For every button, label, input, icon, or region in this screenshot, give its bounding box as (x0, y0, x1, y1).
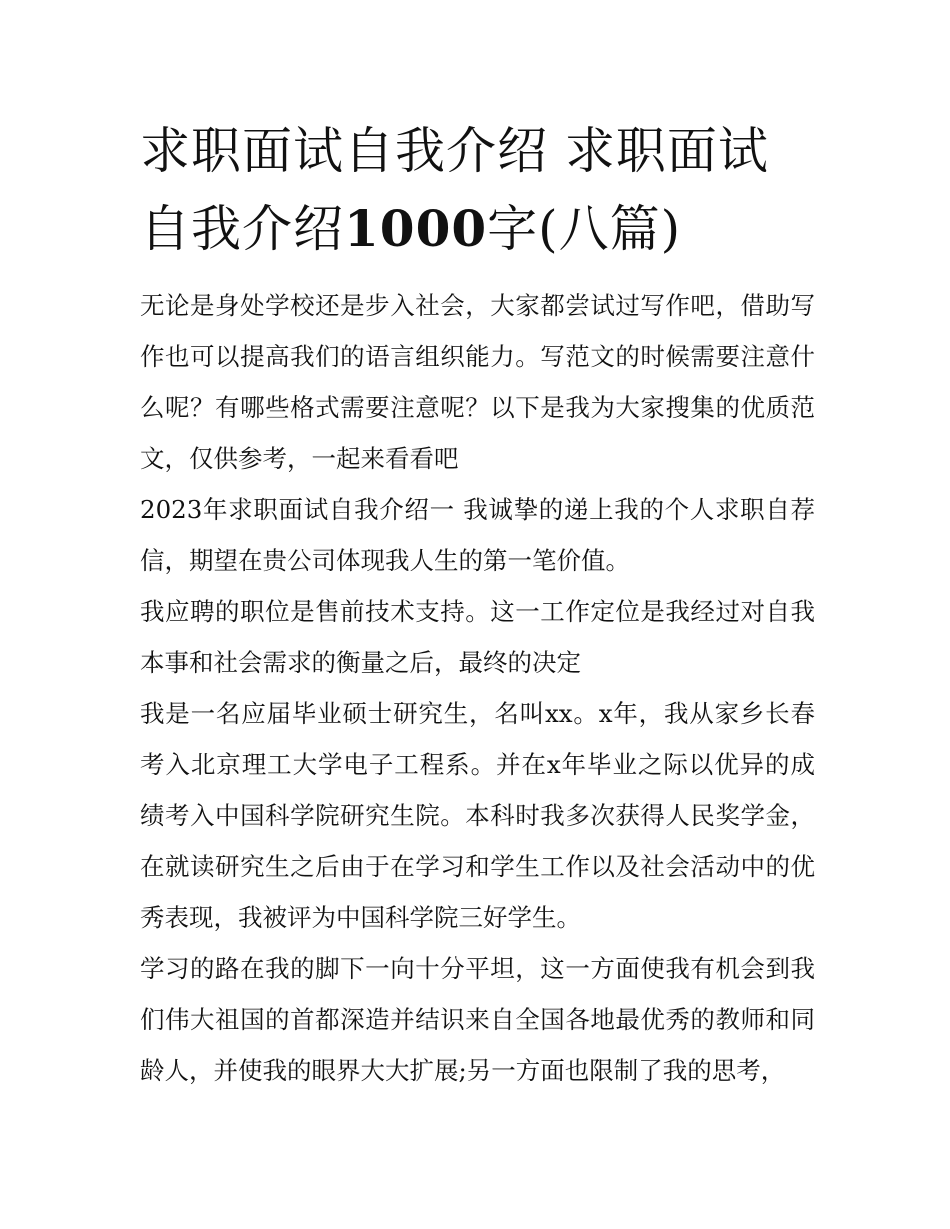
body-paragraph: 无论是身处学校还是步入社会，大家都尝试过写作吧，借助写作也可以提高我们的语言组织能力。写范文的时候需要注意什么呢？有哪些格式需要注意呢？以下是我为大家搜集的优质范文，仅供参考，一起来看看吧 (140, 291, 815, 473)
title-text-part1: 求职面试自我介绍 求职面试自我介绍 (140, 122, 769, 258)
document-title (140, 112, 815, 268)
document-page (140, 112, 815, 1096)
body-paragraph: 我应聘的职位是售前技术支持。这一工作定位是我经过对自我本事和社会需求的衡量之后，最终的决定 (140, 597, 815, 677)
body-paragraph: 我是一名应届毕业硕士研究生，名叫xx。x年，我从家乡长春考入北京理工大学电子工程系。并在x年毕业之际以优异的成绩考入中国科学院研究生院。本科时我多次获得人民奖学金，在就读研究生之后由于在学习和学生工作以及社会活动中的优秀表现，我被评为中国科学院三好学生。 (140, 699, 815, 932)
title-text-part2: 字(八篇) (487, 200, 682, 258)
body-paragraph: 2023年求职面试自我介绍一 我诚挚的递上我的个人求职自荐信，期望在贵公司体现我人生的第一笔价值。 (140, 495, 815, 575)
title-number: 1000 (344, 199, 488, 258)
body-paragraph: 学习的路在我的脚下一向十分平坦，这一方面使我有机会到我们伟大祖国的首都深造并结识来自全国各地最优秀的教师和同龄人，并使我的眼界大大扩展;另一方面也限制了我的思考， (140, 954, 815, 1085)
